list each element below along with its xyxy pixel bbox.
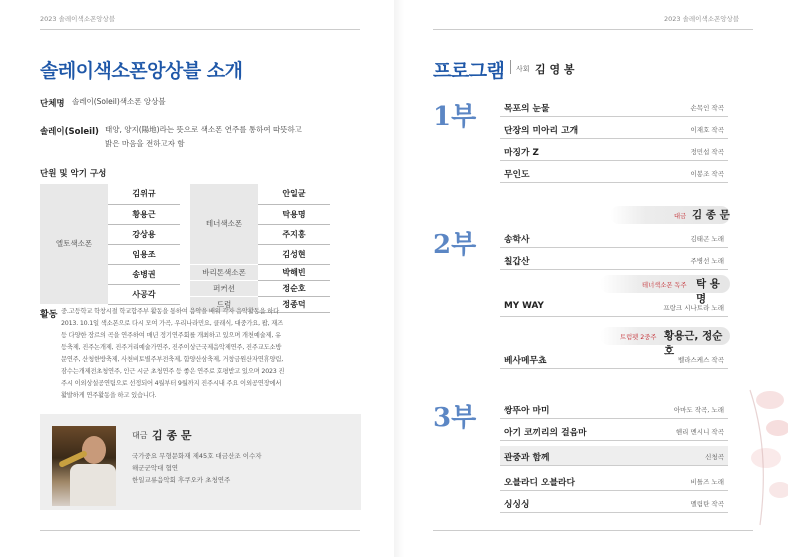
- member-name: 사공각: [108, 284, 180, 304]
- member-name: 안일균: [258, 184, 330, 204]
- bio-line: 국가중요 무형문화재 제45호 대금산조 이수자: [132, 452, 262, 460]
- right-running-header: 2023 솔레이색소폰앙상블: [664, 15, 740, 23]
- member-name: 임용조: [108, 244, 180, 264]
- song-title: 쌍뚜아 마미: [504, 406, 550, 416]
- bio-line: 해군군악대 협연: [132, 464, 179, 472]
- title-divider: [510, 60, 511, 74]
- host-label: 사회: [516, 65, 530, 73]
- activity-line: 등축제, 진주논개제, 진주거리예술가연주, 진주이상근국제음악제연주, 진주교도소방: [61, 344, 282, 351]
- song-credit: 벨라스케스 작곡: [677, 356, 724, 364]
- left-footer-rule: [40, 530, 360, 531]
- member-name: 정순호: [258, 280, 330, 296]
- song-credit: 멜림탄 작곡: [690, 500, 724, 508]
- song-credit: 김태곤 노래: [690, 235, 724, 243]
- member-name: 강상용: [108, 224, 180, 244]
- activity-line: 등 다양한 장르의 곡을 연주하여 매년 정기연주회를 개최하고 있으며 개천예술제, 유: [61, 332, 281, 339]
- bio-line: 한일교류음악회 후쿠오카 초청연주: [132, 476, 231, 484]
- guest-pill: [600, 275, 730, 305]
- song-credit: 비틀즈 노래: [690, 478, 724, 486]
- program-row: [500, 119, 728, 139]
- song-title: 아기 코끼리의 걸음마: [504, 428, 587, 438]
- song-title: 오블라디 오블라다: [504, 478, 576, 488]
- song-credit: 신청곡: [705, 453, 724, 461]
- team-label: 단체명: [40, 99, 65, 109]
- program-row: [500, 471, 728, 491]
- guest-role: 테너색소폰 독주: [642, 282, 687, 289]
- song-title: 송학사: [504, 235, 530, 245]
- soleil-line-1: 태양, 양지(陽地)라는 뜻으로 색소폰 연주를 통하여 따뜻하고: [105, 125, 302, 134]
- team-value: 솔레이(Soleil)색소폰 앙상블: [72, 97, 166, 106]
- song-title: 목포의 눈물: [504, 104, 550, 114]
- member-name: 황용근: [108, 204, 180, 224]
- guest-role: 트럼펫 2중주: [620, 334, 657, 341]
- song-title: 관중과 함께: [504, 453, 550, 463]
- guest-pill: [610, 206, 730, 224]
- member-name: 탁용명: [258, 204, 330, 224]
- program-row: [500, 163, 728, 183]
- guest-role: 대금: [674, 213, 687, 220]
- activity-line: 잠수는개제전초청연주, 인근 시군 초청연주 등 좋은 연주로 호평받고 있으며 2023 진: [61, 368, 285, 375]
- activity-line: 문연주, 산청한방축제, 사천비토별주부전축제, 함양산삼축제, 거창금원산자연휴양림,: [61, 356, 284, 363]
- song-title: 칠갑산: [504, 257, 530, 267]
- member-name: 정종덕: [258, 296, 330, 312]
- flower-decoration: [740, 380, 788, 530]
- guest-name: 탁 용 명: [696, 278, 720, 305]
- left-header-rule: [40, 29, 360, 30]
- left-running-header: 2023 솔레이색소폰앙상블: [40, 15, 116, 23]
- song-credit: 아마도 작곡, 노래: [673, 406, 724, 414]
- right-footer-rule: [433, 530, 753, 531]
- program-row: [500, 141, 728, 161]
- member-name: 김성현: [258, 244, 330, 264]
- song-title: 마징가 Z: [504, 148, 539, 158]
- song-title: 단장의 미아리 고개: [504, 126, 579, 136]
- intro-title: 솔레이색소폰앙상블 소개: [40, 60, 243, 82]
- conductor-role: 대금: [132, 431, 148, 440]
- bari-label: 바리톤색소폰: [190, 264, 258, 280]
- conductor-bio: [132, 450, 262, 486]
- song-credit: 손목인 작곡: [690, 104, 724, 112]
- guest-pill: [600, 327, 730, 357]
- program-row: [500, 421, 728, 441]
- conductor-box: [40, 414, 361, 510]
- member-name: 김위규: [108, 184, 180, 204]
- tenor-label: 테너색소폰: [190, 184, 258, 264]
- activity-line: 중.고등학교 학창시절 학교합주부 활동을 통하여 음악을 배워 각자 음악활동을 하다: [61, 308, 280, 315]
- song-title: 싱싱싱: [504, 500, 530, 510]
- song-title: 베사메무쵸: [504, 356, 547, 366]
- soleil-line-2: 밝은 마음을 전하고자 함: [105, 139, 185, 148]
- activity-line: 활발하게 연주활동을 하고 있습니다.: [61, 392, 157, 399]
- activity-line: 주시 이외상설공연팀으로 선정되어 4월부터 9월까지 진주시내 주요 이외공연장에서: [61, 380, 282, 387]
- members-heading: 단원 및 악기 구성: [40, 169, 107, 179]
- program-row: [500, 349, 728, 369]
- other-table: [190, 184, 330, 313]
- program-row: [500, 228, 728, 248]
- program-title: 프로그램: [433, 60, 505, 82]
- host-name: 김 영 봉: [535, 63, 575, 76]
- song-credit: 주병선 노래: [690, 257, 724, 265]
- song-credit: 프랑크 시나트라 노래: [663, 304, 724, 312]
- alto-table: [40, 184, 180, 305]
- guest-name: 김 종 문: [692, 209, 730, 221]
- guest-name: 황용근, 정순호: [664, 330, 723, 357]
- member-name: 주지홍: [258, 224, 330, 244]
- part-3-label: 3부: [433, 403, 477, 433]
- soleil-label: 솔레이(Soleil): [40, 127, 99, 137]
- part-2-label: 2부: [433, 230, 477, 260]
- right-header-rule: [433, 29, 753, 30]
- program-row-highlight: [500, 446, 728, 466]
- alto-label: 엘토색소폰: [40, 184, 108, 304]
- member-name: 박해빈: [258, 264, 330, 280]
- program-row: [500, 297, 728, 317]
- song-credit: 이봉조 작곡: [690, 170, 724, 178]
- song-credit: 헨리 멘시니 작곡: [675, 428, 724, 436]
- activity-line: 2013. 10.1일 색소폰으로 다시 모여 가곡, 우리나라민요, 클래식, 대중가요, 팝, 재즈: [61, 320, 283, 327]
- song-credit: 정민섭 작곡: [690, 148, 724, 156]
- part-1-label: 1부: [433, 102, 477, 132]
- member-name: 송병권: [108, 264, 180, 284]
- program-row: [500, 493, 728, 513]
- activity-label: 활동: [40, 310, 58, 320]
- program-row: [500, 399, 728, 419]
- conductor-name: 김 종 문: [152, 429, 192, 442]
- song-title: 무인도: [504, 170, 530, 180]
- song-credit: 이재호 작곡: [690, 126, 724, 134]
- perc-label: 퍼커션: [190, 280, 258, 296]
- program-row: [500, 97, 728, 117]
- conductor-photo: [52, 426, 116, 506]
- program-row: [500, 250, 728, 270]
- song-title: MY WAY: [504, 301, 544, 311]
- drum-label: 드럼: [190, 296, 258, 312]
